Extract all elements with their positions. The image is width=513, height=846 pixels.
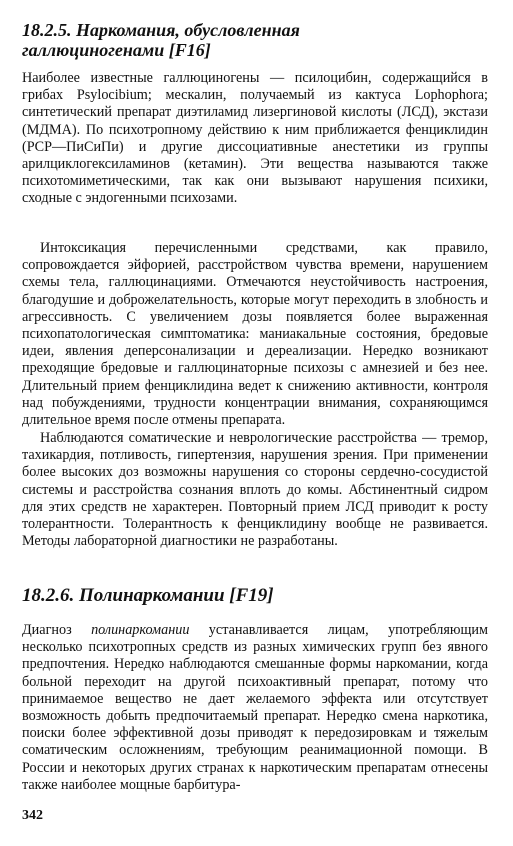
paragraph-somatic-disorders: Наблюдаются соматические и неврологические расстройства — тремор, тахикардия, потливость, гипертензия, нарушения зрения. При применении более высоких доз возможны нарушения со стороны сердечно-сосудистой системы и расстройства сознания вплоть до комы. Абстинентный сидром для этих средств не характерен. Повторный прием ЛСД приводит к росту толерантности. Толерантность к фенциклидину вообще не развивается. Методы лабораторной диагностики не разработаны. [22,430,488,550]
section-heading-polydrug: 18.2.6. Полинаркомании [F19] [22,585,274,606]
heading-line-1: 18.2.5. Наркомания, обусловленная [22,20,300,40]
paragraph-intoxication: Интоксикация перечисленными средствами, как правило, сопровождается эйфорией, расстройством чувства времени, нарушением схемы тела, галлюцинациями. Отмечаются неустойчивость настроения, благодушие и доброжелательность, которые могут переходить в злобность и агрессивность. С увеличением дозы появляется более выраженная психопатологическая симптоматика: маниакальные состояния, бредовые идеи, явления деперсонализации и дереализации. Нередко возникают преходящие бредовые и галлюцинаторные психозы с амнезией и без нее. Длительный прием фенциклидина ведет к снижению активности, контроля над побуждениями, трудности концентрации внимания, сохраняющимся длительное время после отмены препарата. [22,240,488,429]
paragraph-term: полинаркомании [91,622,190,638]
paragraph-polydrug [22,622,488,794]
book-page [22,20,488,793]
page-number: 342 [22,808,43,823]
section-heading-hallucinogens [22,20,488,60]
paragraph-rest: устанавливается лицам, употребляющим несколько психотропных средств из разных химических групп без явного предпочтения. Нередко наблюдаются смешанные формы наркомании, когда больной переходит на другой психоактивный препарат, потому что принимаемое вещество не дает желаемого эффекта или отсутствует возможность добыть предпочитаемый препарат. Нередко смена наркотика, поиски более эффективной дозы приводят к передозировкам и тяжелым соматическим осложнениям, требующим реанимационной помощи. В России и некоторых других странах к наркотическим препаратам отнесены также наиболее мощные барбитура- [22,622,488,793]
paragraph-hallucinogens-intro: Наиболее известные галлюциногены — псилоцибин, содержащийся в грибах Psylocibium; мескалин, получаемый из кактуса Lophophora; синтетический препарат диэтиламид лизергиновой кислоты (ЛСД), экстази (МДМА). По психотропному действию к ним приближается фенциклидин (PCP—ПиСиПи) и другие диссоциативные анестетики из группы арилциклогексиламинов (кетамин). Эти вещества называются также психотомиметическими, так как они вызывают нарушения психики, сходные с эндогенными психозами. [22,70,488,207]
paragraph-lead: Диагноз [22,622,92,638]
heading-line-2: галлюциногенами [F16] [22,40,211,60]
